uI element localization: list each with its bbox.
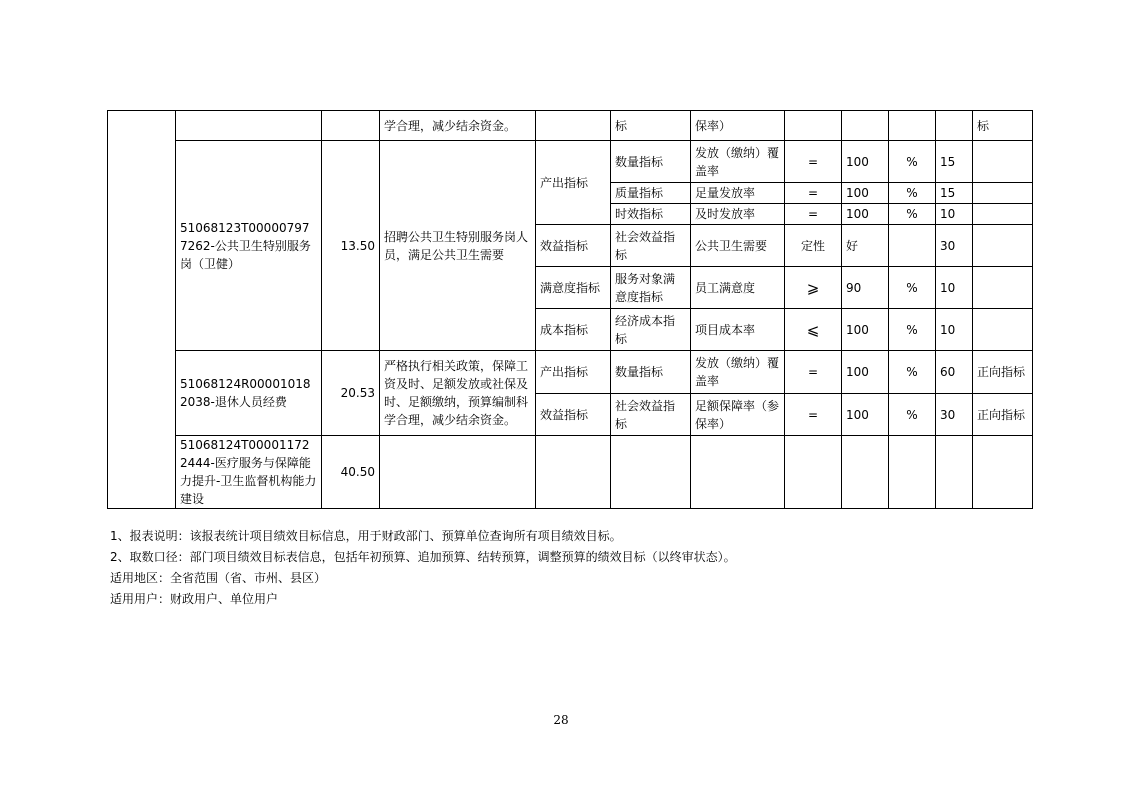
weight-cell	[936, 436, 973, 509]
operator-cell: =	[785, 141, 842, 183]
sub-indicator-cell: 标	[611, 111, 691, 141]
operator-cell: =	[785, 204, 842, 225]
sub-indicator-cell: 社会效益指标	[611, 225, 691, 267]
unit-cell	[889, 225, 936, 267]
indicator-cell: 产出指标	[536, 141, 611, 225]
value-cell: 100	[842, 309, 889, 351]
index-cell: 员工满意度	[691, 267, 785, 309]
weight-cell: 30	[936, 394, 973, 436]
note-cell: 标	[973, 111, 1033, 141]
weight-cell: 10	[936, 204, 973, 225]
value-cell: 100	[842, 183, 889, 204]
note-cell	[973, 204, 1033, 225]
operator-cell	[785, 436, 842, 509]
project-cell: 51068124R000010182038-退休人员经费	[176, 351, 322, 436]
sub-indicator-cell: 社会效益指标	[611, 394, 691, 436]
amount-cell: 13.50	[322, 141, 380, 351]
note-line: 适用用户：财政用户、单位用户	[110, 592, 279, 606]
unit-cell: %	[889, 351, 936, 394]
sub-indicator-cell: 时效指标	[611, 204, 691, 225]
table-row	[108, 436, 1033, 509]
operator-cell: =	[785, 183, 842, 204]
objective-cell: 招聘公共卫生特别服务岗人员，满足公共卫生需要	[380, 141, 536, 351]
value-cell: 好	[842, 225, 889, 267]
operator-cell: ⩽	[785, 309, 842, 351]
note-line: 2、取数口径：部门项目绩效目标表信息，包括年初预算、追加预算、结转预算，调整预算的绩效目标（以终审状态）。	[110, 550, 736, 564]
index-cell: 公共卫生需要	[691, 225, 785, 267]
indicator-cell: 满意度指标	[536, 267, 611, 309]
weight-cell: 15	[936, 183, 973, 204]
note-cell	[973, 267, 1033, 309]
weight-cell: 15	[936, 141, 973, 183]
operator-cell: 定性	[785, 225, 842, 267]
operator-cell: =	[785, 351, 842, 394]
project-cell	[176, 111, 322, 141]
unit-cell: %	[889, 394, 936, 436]
value-cell: 100	[842, 204, 889, 225]
index-cell: 保率）	[691, 111, 785, 141]
indicator-cell: 成本指标	[536, 309, 611, 351]
value-cell	[842, 436, 889, 509]
report-notes	[110, 526, 736, 610]
note-cell	[973, 183, 1033, 204]
sub-indicator-cell: 经济成本指标	[611, 309, 691, 351]
indicator-cell: 产出指标	[536, 351, 611, 394]
note-line: 1、报表说明：该报表统计项目绩效目标信息，用于财政部门、预算单位查询所有项目绩效目标。	[110, 529, 622, 543]
value-cell: 90	[842, 267, 889, 309]
sub-indicator-cell: 服务对象满意度指标	[611, 267, 691, 309]
objective-cell: 学合理，减少结余资金。	[380, 111, 536, 141]
sub-indicator-cell: 数量指标	[611, 351, 691, 394]
unit-cell: %	[889, 141, 936, 183]
sub-indicator-cell: 数量指标	[611, 141, 691, 183]
weight-cell	[936, 111, 973, 141]
unit-cell	[889, 436, 936, 509]
table-row	[108, 351, 1033, 394]
note-cell: 正向指标	[973, 351, 1033, 394]
weight-cell: 10	[936, 267, 973, 309]
value-cell	[842, 111, 889, 141]
operator-cell	[785, 111, 842, 141]
note-cell	[973, 225, 1033, 267]
index-cell: 项目成本率	[691, 309, 785, 351]
page-number: 28	[553, 713, 569, 727]
note-line: 适用地区：全省范围（省、市州、县区）	[110, 571, 327, 585]
operator-cell: =	[785, 394, 842, 436]
department-cell	[108, 111, 176, 509]
unit-cell: %	[889, 267, 936, 309]
weight-cell: 10	[936, 309, 973, 351]
note-cell	[973, 141, 1033, 183]
weight-cell: 60	[936, 351, 973, 394]
weight-cell: 30	[936, 225, 973, 267]
table-row	[108, 111, 1033, 141]
index-cell: 足量发放率	[691, 183, 785, 204]
indicator-cell: 效益指标	[536, 394, 611, 436]
index-cell: 发放（缴纳）覆盖率	[691, 351, 785, 394]
objective-cell	[380, 436, 536, 509]
indicator-cell	[536, 436, 611, 509]
value-cell: 100	[842, 394, 889, 436]
sub-indicator-cell	[611, 436, 691, 509]
performance-table	[107, 110, 1033, 509]
index-cell: 足额保障率（参保率）	[691, 394, 785, 436]
amount-cell: 40.50	[322, 436, 380, 509]
operator-cell: ⩾	[785, 267, 842, 309]
sub-indicator-cell: 质量指标	[611, 183, 691, 204]
index-cell: 发放（缴纳）覆盖率	[691, 141, 785, 183]
project-cell: 51068124T000011722444-医疗服务与保障能力提升-卫生监督机构能力建设	[176, 436, 322, 509]
indicator-cell: 效益指标	[536, 225, 611, 267]
unit-cell: %	[889, 204, 936, 225]
project-cell: 51068123T000007977262-公共卫生特别服务岗（卫健）	[176, 141, 322, 351]
unit-cell	[889, 111, 936, 141]
note-cell	[973, 436, 1033, 509]
unit-cell: %	[889, 183, 936, 204]
value-cell: 100	[842, 141, 889, 183]
value-cell: 100	[842, 351, 889, 394]
unit-cell: %	[889, 309, 936, 351]
table-row	[108, 141, 1033, 183]
amount-cell	[322, 111, 380, 141]
indicator-cell	[536, 111, 611, 141]
index-cell	[691, 436, 785, 509]
index-cell: 及时发放率	[691, 204, 785, 225]
note-cell	[973, 309, 1033, 351]
amount-cell: 20.53	[322, 351, 380, 436]
note-cell: 正向指标	[973, 394, 1033, 436]
objective-cell: 严格执行相关政策，保障工资及时、足额发放或社保及时、足额缴纳，预算编制科学合理，减少结余资金。	[380, 351, 536, 436]
